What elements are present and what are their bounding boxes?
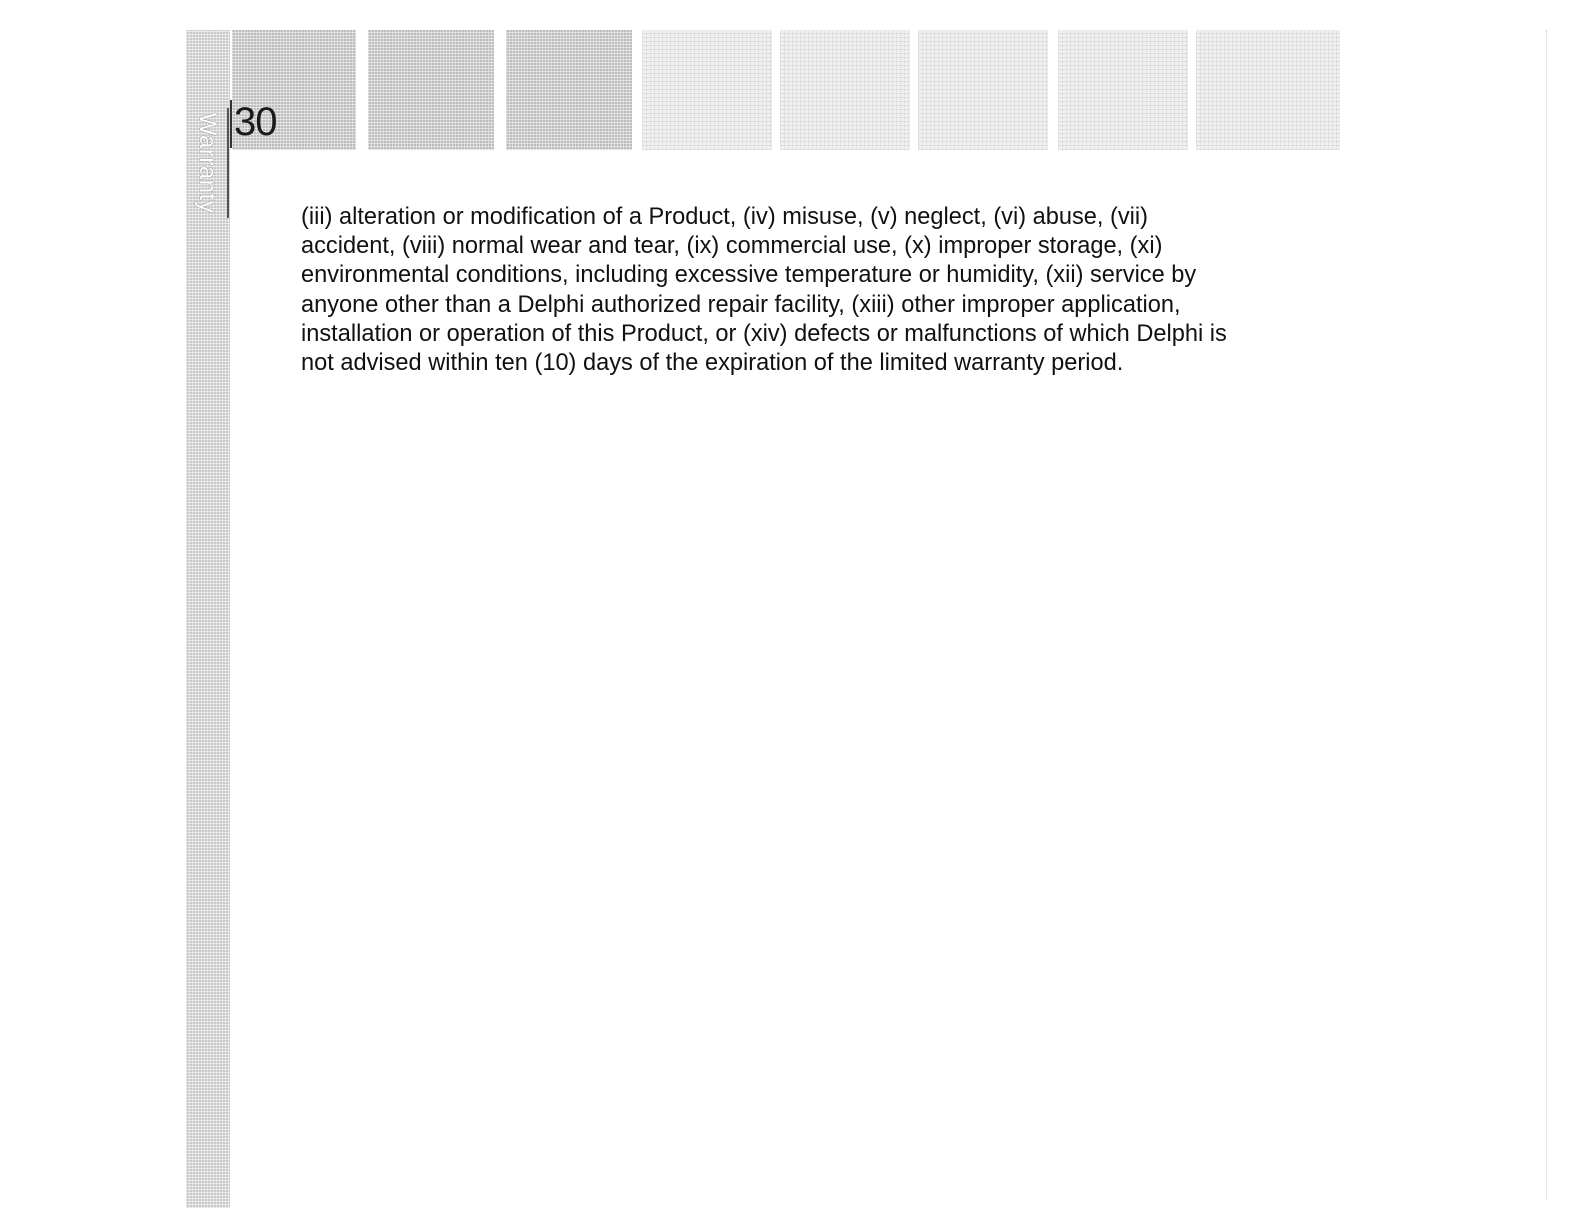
section-divider bbox=[227, 108, 229, 218]
section-label: Warranty bbox=[194, 112, 221, 214]
header-block-2 bbox=[368, 30, 494, 150]
section-label-container bbox=[190, 100, 224, 226]
header-block-4 bbox=[642, 30, 772, 150]
page-number: 30 bbox=[234, 100, 277, 144]
header-block-6 bbox=[918, 30, 1048, 150]
header-block-8 bbox=[1196, 30, 1340, 150]
header-block-7 bbox=[1058, 30, 1188, 150]
header-block-5 bbox=[780, 30, 910, 150]
warranty-paragraph: (iii) alteration or modification of a Product, (iv) misuse, (v) neglect, (vi) abuse, (vii) accident, (viii) normal wear and tear, (ix) commercial use, (x) improper storage, (xi) environmental conditions, including excessive temperature or humidity, (xii) service by anyone other than a Delphi authorized repair facility, (xiii) other improper application, installation or operation of this Product, or (xiv) defects or malfunctions of which Delphi is not advised within ten (10) days of the expiration of the limited warranty period. bbox=[301, 204, 1227, 377]
page-number-divider bbox=[230, 100, 232, 148]
scan-edge bbox=[1546, 30, 1548, 1200]
header-block-3 bbox=[506, 30, 632, 150]
